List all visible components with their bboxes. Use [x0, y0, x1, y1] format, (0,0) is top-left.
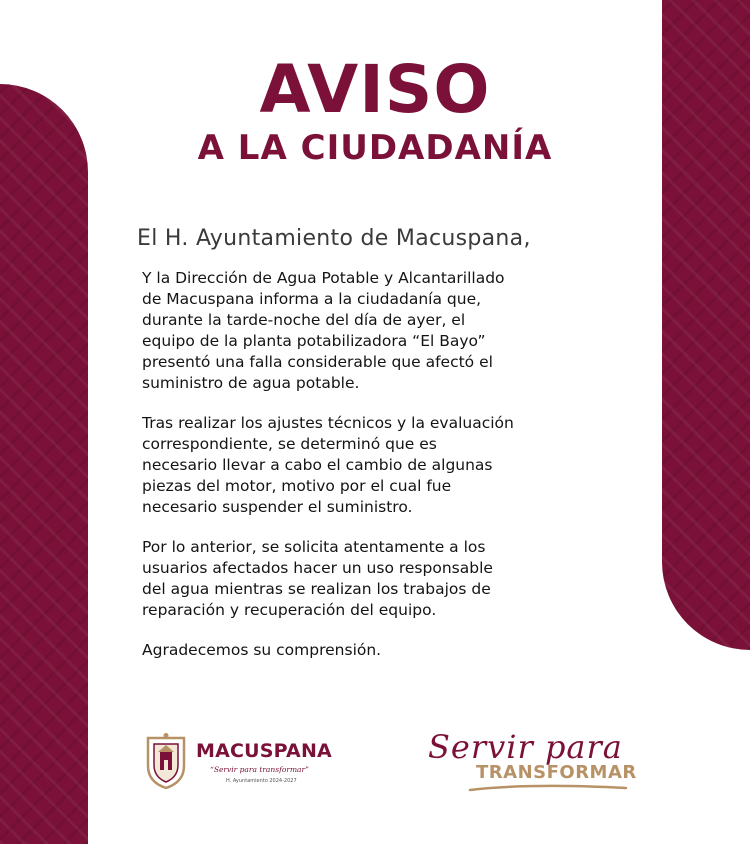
macuspana-logo [140, 728, 340, 790]
slogan-logo [428, 728, 648, 794]
notice-paragraph: Tras realizar los ajustes técnicos y la evaluación correspondiente, se determinó que es necesario llevar a cabo el cambio de algunas piezas del motor, motivo por el cual fue necesario suspender el suministro. [142, 414, 514, 516]
notice-addressee: El H. Ayuntamiento de Macuspana, [137, 226, 531, 251]
brand-slogan: “Servir para transformar” [210, 765, 309, 774]
notice-closing: Agradecemos su comprensión. [142, 641, 382, 659]
notice-body [142, 268, 562, 680]
swash-underline-icon [468, 782, 628, 794]
brand-period: H. Ayuntamiento 2024-2027 [226, 778, 297, 784]
slogan-script-text: Servir para [428, 728, 623, 766]
slogan-bold-text: TRANSFORMAR [476, 762, 637, 783]
notice-subtitle: A LA CIUDADANÍA [197, 128, 553, 168]
brand-name: MACUSPANA [196, 740, 332, 762]
notice-paragraph: Y la Dirección de Agua Potable y Alcantarillado de Macuspana informa a la ciudadanía que, durante la tarde-noche del día de ayer, el equipo de la planta potabilizadora “El Bayo” presentó una falla considerable que afectó el suministro de agua potable. [142, 269, 505, 392]
decorative-band-right [662, 0, 750, 650]
notice-paragraph: Por lo anterior, se solicita atentamente a los usuarios afectados hacer un uso responsable del agua mientras se realizan los trabajos de reparación y recuperación del equipo. [142, 538, 493, 619]
coat-of-arms-icon [140, 732, 192, 790]
notice-title: AVISO [259, 51, 491, 128]
decorative-band-left [0, 84, 88, 844]
